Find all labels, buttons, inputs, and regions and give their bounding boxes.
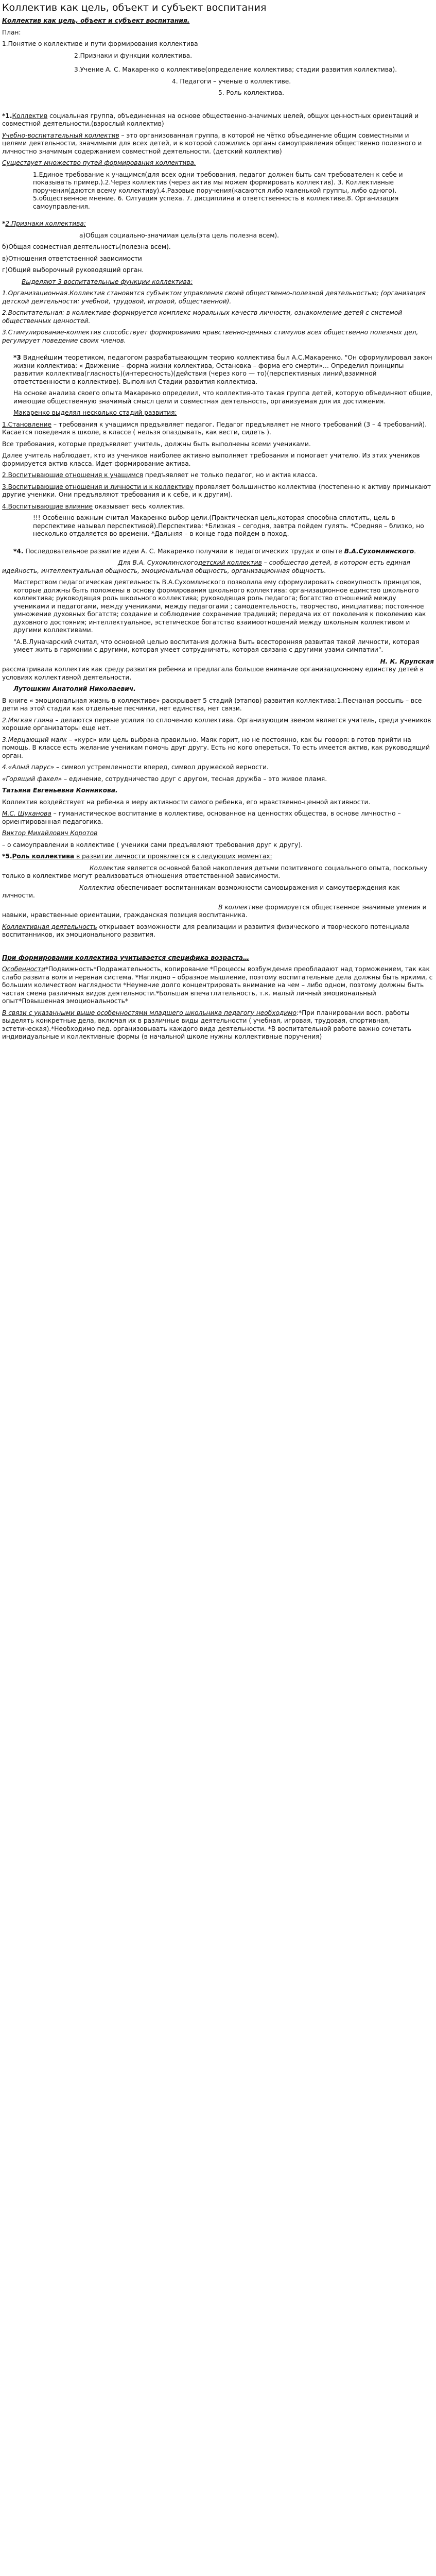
section-2-sign-b: б)Общая совместная деятельность(полезна всем).: [2, 243, 171, 250]
section-3-stage-1-note-2: Далее учитель наблюдает, кто из учеников наиболее активно выполняет требования и помогает учителю. Из этих учеников формируется актив класса. Идет формирование актива.: [2, 452, 420, 467]
section-4-krupskaya: Н. К. Крупская рассматривала коллектив как среду развития ребенка и предлагала большое внимание организационному единству детей в условиях коллективной деятельности.: [2, 657, 434, 681]
section-3-intro: *3 Виднейшим теоретиком, педагогом разрабатывающим теорию коллектива был А.С.Макаренко. "Он сформулировал закон жизни коллектива: « Движение – форма жизни коллектива, Остановка – форма его смерти»… Определил принципы развития коллектива(гласность)(интересность)(действия (через кого — то)(перспективных линий,взаимной ответственности в коллективе). Выполнил Стадии развития коллектива.: [13, 354, 432, 385]
section-6-heading: При формировании коллектива учитывается специфика возраста…: [2, 954, 250, 961]
section-2-function-3: 3.Стимулирование-коллектив способствует формированию нравственно-ценных стимулов всех общественно полезных дел, регулирует поведение своих членов.: [2, 329, 418, 344]
section-5-point-3: В коллективе формируется общественное значимые умения и навыки, нравственные ориентации, гражданская позиция воспитанника.: [2, 903, 427, 919]
section-5-point-1: Коллектив является основной базой накопления детьми позитивного социального опыта, поскольку только в коллективе могут реализоваться отношения ответственной зависимости.: [2, 864, 428, 879]
section-3-perspective: !!! Особенно важным считал Макаренко выбор цели.(Практическая цель,которая способна сплотить, цель в перспективе называл перспективой).Перспектива: *Близкая – сегодня, завтра пойдем гулять. *Средняя – близко, но несколько отдаляется во времени. *Дальняя – в конце года пойдем в поход.: [33, 514, 424, 537]
section-4-konnikova-name: Татьяна Евгеньевна Конникова.: [2, 787, 118, 794]
section-3-stage-3: 3.Воспитывающие отношения и личности и к коллективу проявляет большинство коллектива (постепенно к активу примыкают другие ученики. Они предъявляют требования и к себе, и к другим).: [2, 483, 431, 498]
section-4-lutoshkin-stage-5: «Горящий факел» – единение, сотрудничество друг с другом, тесная дружба – это живое пламя.: [2, 775, 327, 783]
section-1-paths: 1.Единое требование к учащимся(для всех одни требования, педагог должен быть сам требователен к себе и показывать пример.).2.Через коллектив (через актив мы можем формировать коллектив). 3. Коллективные поручения(даются всему коллективу).4.Разовые поручения(касаются либо маленькой группы, либо одного). 5.общественное мнение. 6. Ситуация успеха. 7. дисциплина и ответственность в коллективе.8. Организация самоуправления.: [33, 171, 403, 210]
section-1-definition: *1.Коллектив социальная группа, объединенная на основе общественно-значимых целей, общих ценностных ориентаций и совместной деятельности.(взрослый коллектив): [2, 112, 419, 127]
section-6-features: Особенности*Подвижность*Подражательность, копирование *Процессы возбуждения преобладают над торможением, так как слабо развита воля и нервная система. *Наглядно – образное мышление, поэтому воспитательные дела должны быть яркими, с большим количеством наглядности *Неумение долго концентрировать внимание на чем – либо одном, поэтому должны быть частая смена различных видов деятельности.*Большая впечатлительность, т.к. малый личный эмоциональный опыт*Повышенная эмоциональность*: [2, 965, 433, 1005]
section-4-lutoshkin-stage-2: 2.Мягкая глина – делаются первые усилия по сплочению коллектива. Организующим звеном является учитель, среди учеников хорошие организаторы еще нет.: [2, 716, 431, 732]
section-4-lutoshkin-intro: В книге « эмоциональная жизнь в коллективе» раскрывает 5 стадий (этапов) развития коллектива:1.Песчаная россыпь – все дети на этой стадии как отдельные песчинки, нет единства, нет связи.: [2, 697, 422, 712]
section-1-paths-heading: Существует множество путей формирования коллектива.: [2, 159, 196, 166]
section-2-heading: *2.Признаки коллектива:: [2, 220, 86, 227]
plan-item-5: 5. Роль коллектива.: [218, 89, 284, 96]
section-4-lunacharsky-quote: "А.В.Луначарский считал, что основной целью воспитания должна быть всесторонняя развитая такой личности, которая умеет жить в гармонии с другими, которая умеет сотрудничать, которая связана с другими узами симпатии".: [13, 638, 420, 653]
section-2-sign-a: а)Общая социально-значимая цель(эта цель полезна всем).: [79, 231, 280, 239]
section-4-lutoshkin-stage-4: 4.«Алый парус» – символ устремленности вперед, символ дружеской верности.: [2, 764, 269, 771]
section-1-edu-collective: Учебно-воспитательный коллектив – это организованная группа, в которой не чётко объединение общим совместными и целями деятельности, значимыми для всех детей, и в которой сложились органы самоуправления общественно полезного и личностно значимым содержанием совместной деятельности. (детский коллектив): [2, 131, 422, 155]
section-4-intro: *4. Последовательное развитие идеи А. С. Макаренко получили в педагогических трудах и опыте В.А.Сухомлинского.: [13, 547, 416, 555]
section-5-point-4: Коллективная деятельность открывает возможности для реализации и развития физического и творческого потенциала воспитанников, их эмоционального развития.: [2, 923, 410, 938]
section-2-function-1: 1.Организационная.Коллектив становится субъектом управления своей общественно-полезной деятельностью; (организация детской деятельности: учебной, трудовой, игровой, общественной).: [2, 290, 426, 305]
document-page: [0, 2, 436, 1041]
section-5-intro: *5.Роль коллектива в развитии личности проявляется в следующих моментах:: [2, 853, 272, 860]
section-2-sign-g: г)Общий выборочный руководящий орган.: [2, 266, 144, 274]
plan-item-2: 2.Признаки и функции коллектива.: [74, 52, 193, 59]
section-3-stage-1-note: Все требования, которые предъявляет учитель, должны быть выполнены всеми учениками.: [2, 440, 311, 448]
section-6-teacher-needs: В связи с указанными выше особенностями младшего школьника педагогу необходимо:*При планировании восп. работы выделять конкретные дела, включая их в различные виды деятельности ( учебная, игровая, трудовая, спортивная, эстетическая).*Необходимо пед. организовывать каждого вида деятельности. *В воспитательной работе важно сочетать индивидуальные и коллективные формы (в начальной школе нужны коллективные поручения): [2, 1009, 411, 1040]
plan-item-1: 1.Понятие о коллективе и пути формирования коллектива: [2, 40, 198, 47]
section-3-stage-4: 4.Воспитывающие влияние оказывает весь коллектив.: [2, 502, 185, 510]
page-title: Коллектив как цель, объект и субъект воспитания: [2, 2, 267, 13]
plan-label: План:: [2, 28, 21, 36]
section-2-functions-heading: Выделяют 3 воспитательные функции коллектива:: [22, 278, 193, 285]
section-5-point-2: Коллектив обеспечивает воспитанникам возможности самовыражения и самоутверждения как личности.: [2, 884, 400, 899]
section-3-stage-1: 1.Становление – требования к учащимся предъявляет педагог. Педагог предъявляет не много требований (3 – 4 требований). Касается поведения в школе, в классе ( нельзя опаздывать, как вести, сидеть ).: [2, 420, 427, 436]
section-4-lutoshkin-name: Лутошкин Анатолий Николаевич.: [13, 685, 136, 692]
section-4-sukhomlinsky-def: Для В.А. Сухомлинскогодетский коллектив – сообщество детей, в котором есть единая идейность, интеллектуальная общность, эмоциональная общность, организационная общность.: [2, 559, 410, 574]
section-4-lutoshkin-stage-3: 3.Мерцающий маяк – «курс» или цель выбрана правильно. Маяк горит, но не постоянно, как бы говоря: в готов прийти на помощь. В классе есть желание ученикам помочь друг другу. Есть но кого опереться. То есть имеется актив, как руководящий орган.: [2, 736, 430, 759]
section-4-konnikova-text: Коллектив воздействует на ребенка в меру активности самого ребенка, его нравственно-ценной активности.: [2, 798, 371, 806]
section-3-stages-heading: Макаренко выделял несколько стадий развития:: [13, 409, 177, 416]
section-3-definition: На основе анализа своего опыта Макаренко определил, что коллектив-это такая группа детей, которую объединяют общие, имеющие общественную значимый смысл цели и совместная деятельность, организуемая для их достижения.: [13, 389, 432, 405]
section-4-shukanova: М.С. Шуканова – гуманистическое воспитание в коллективе, основанное на ценностях общества, в основе личностно – ориентированная педагогика.: [2, 810, 401, 825]
plan-item-3: 3.Учение А. С. Макаренко о коллективе(определение коллектива; стадии развития коллектива).: [74, 66, 397, 73]
section-4-korotov-name: Виктор Михайлович Коротов: [2, 829, 98, 837]
doc-heading: Коллектив как цель, объект и субъект воспитания.: [2, 17, 190, 24]
section-4-korotov-text: – о самоуправлении в коллективе ( ученики сами предъявляют требования друг к другу).: [2, 841, 303, 849]
section-2-sign-v: в)Отношения ответственной зависимости: [2, 255, 142, 262]
section-3-stage-2: 2.Воспитывающие отношения к учащимся предъявляет не только педагог, но и актив класса.: [2, 471, 318, 479]
section-4-sukhomlinsky-principles: Мастерством педагогическая деятельность В.А.Сухомлинского позволила ему сформулировать совокупность принципов, которые должны быть положены в основу формирования школьного коллектива: организационное единство школьного коллектива; руководящая роль школьного коллектива; руководящая роль педагога; богатство отношений между учениками и педагогами, между учениками, между педагогами ; самодеятельность, творчество, инициатива; постоянное умножение духовных богатств; создание и соблюдение сохранение традиций; передача их от поколения к поколению как духовного достояния; интеллектуальное, эстетическое богатство взаимоотношений между школьным коллективом и другими коллективами.: [13, 579, 426, 634]
plan-item-4: 4. Педагоги – ученые о коллективе.: [172, 77, 291, 85]
section-2-function-2: 2.Воспитательная: в коллективе формируется комплекс моральных качеств личности, ознакомление детей с системой общественных ценностей.: [2, 309, 403, 325]
